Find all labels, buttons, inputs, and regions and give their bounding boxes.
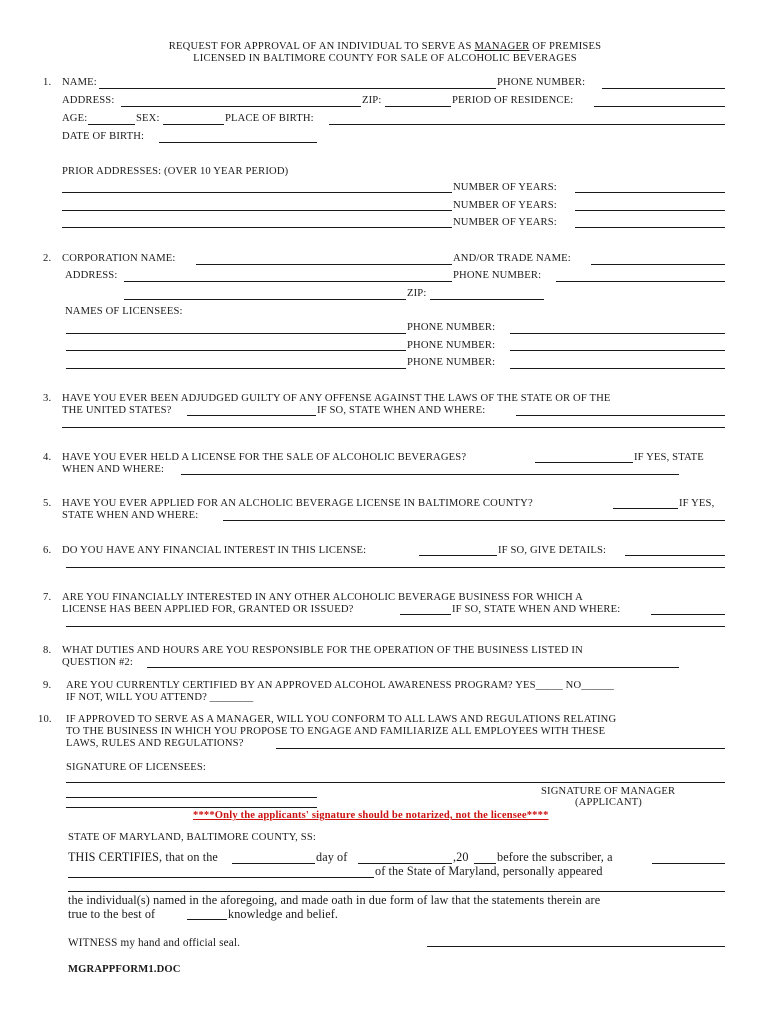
q7-when-where-field[interactable]: [651, 614, 725, 615]
pob-label: PLACE OF BIRTH:: [225, 113, 314, 124]
q5-text-line1: HAVE YOU EVER APPLIED FOR AN ALCHOLIC BEVERAGE LICENSE IN BALTIMORE COUNTY?: [62, 498, 533, 509]
appeared-name-field[interactable]: [68, 891, 725, 892]
certifies-text: THIS CERTIFIES, that on the: [68, 850, 218, 864]
licensee-phone-label-3: PHONE NUMBER:: [407, 357, 496, 368]
q5-answer-field[interactable]: [613, 508, 678, 509]
prior-address-field-2[interactable]: [62, 210, 452, 211]
q9-text-line2: IF NOT, WILL YOU ATTEND? ________: [66, 692, 254, 703]
q8-text-line1: WHAT DUTIES AND HOURS ARE YOU RESPONSIBLE FOR THE OPERATION OF THE BUSINESS LISTED IN: [62, 645, 583, 656]
footer-filename: MGRAPPFORM1.DOC: [68, 964, 181, 975]
q4-when-where-field[interactable]: [181, 474, 679, 475]
q7-text-line1: ARE YOU FINANCIALLY INTERESTED IN ANY OTHER ALCOHOLIC BEVERAGE BUSINESS FOR WHICH A: [62, 592, 583, 603]
corp-zip-field[interactable]: [430, 299, 544, 300]
corp-zip-label: ZIP:: [407, 288, 427, 299]
licensee-signature-field-2[interactable]: [66, 797, 317, 798]
q3-text-line1: HAVE YOU EVER BEEN ADJUDGED GUILTY OF ANY OFFENSE AGAINST THE LAWS OF THE STATE OR OF THE: [62, 393, 611, 404]
signature-licensees-label: SIGNATURE OF LICENSEES:: [66, 762, 206, 773]
years-label-3: NUMBER OF YEARS:: [453, 217, 557, 228]
q6-details-label: IF SO, GIVE DETAILS:: [498, 545, 607, 556]
state-of-maryland-text: of the State of Maryland, personally appeared: [375, 864, 603, 878]
q3-text-line2: THE UNITED STATES?: [62, 405, 172, 416]
licensees-label: NAMES OF LICENSEES:: [65, 306, 183, 317]
address-field[interactable]: [121, 106, 361, 107]
signature-manager-label: SIGNATURE OF MANAGER: [541, 786, 676, 797]
cert-county-field[interactable]: [68, 877, 374, 878]
q3-when-where-label: IF SO, STATE WHEN AND WHERE:: [317, 405, 486, 416]
corp-phone-field[interactable]: [556, 281, 725, 282]
q8-answer-field[interactable]: [147, 667, 679, 668]
licensee-signature-field-3[interactable]: [66, 807, 317, 808]
witness-text: WITNESS my hand and official seal.: [68, 937, 241, 949]
q10-text-line3: LAWS, RULES AND REGULATIONS?: [66, 738, 244, 749]
licensee-name-field-1[interactable]: [66, 333, 406, 334]
oath-knowledge-field[interactable]: [187, 919, 227, 920]
form-title-line2: LICENSED IN BALTIMORE COUNTY FOR SALE OF ALCOHOLIC BEVERAGES: [193, 53, 577, 64]
q3-answer-field[interactable]: [187, 415, 316, 416]
corp-address-field-2[interactable]: [124, 299, 406, 300]
age-label: AGE:: [62, 113, 88, 124]
q9-text-line1: ARE YOU CURRENTLY CERTIFIED BY AN APPROVED ALCOHOL AWARENESS PROGRAM? YES_____ NO______: [66, 680, 614, 691]
q6-details-field[interactable]: [625, 555, 725, 556]
question-number: 9.: [43, 680, 52, 691]
phone-field[interactable]: [602, 88, 725, 89]
licensee-phone-field-3[interactable]: [510, 368, 725, 369]
notary-signature-field[interactable]: [427, 946, 725, 947]
title-manager: MANAGER: [474, 41, 530, 52]
q7-when-where-label: IF SO, STATE WHEN AND WHERE:: [452, 604, 621, 615]
corp-address-field[interactable]: [124, 281, 452, 282]
q6-answer-field[interactable]: [419, 555, 497, 556]
q5-when-where-label: STATE WHEN AND WHERE:: [62, 510, 199, 521]
sex-field[interactable]: [163, 124, 224, 125]
q7-extra-field[interactable]: [66, 626, 725, 627]
prior-address-field-3[interactable]: [62, 227, 452, 228]
q4-text-line1: HAVE YOU EVER HELD A LICENSE FOR THE SALE OF ALCOHOLIC BEVERAGES?: [62, 452, 467, 463]
sex-label: SEX:: [136, 113, 160, 124]
years-field-1[interactable]: [575, 192, 725, 193]
question-number: 6.: [43, 545, 52, 556]
q10-answer-field[interactable]: [276, 748, 725, 749]
q6-extra-field[interactable]: [66, 567, 725, 568]
years-field-3[interactable]: [575, 227, 725, 228]
licensee-phone-label-1: PHONE NUMBER:: [407, 322, 496, 333]
q4-when-where-label: WHEN AND WHERE:: [62, 464, 165, 475]
q4-answer-field[interactable]: [535, 462, 633, 463]
q5-if-yes-label: IF YES,: [679, 498, 715, 509]
oath-text-line2-end: knowledge and belief.: [228, 907, 339, 921]
phone-label: PHONE NUMBER:: [497, 77, 586, 88]
year-prefix-text: ,20: [453, 850, 469, 864]
before-subscriber-text: before the subscriber, a: [497, 850, 613, 864]
q10-text-line1: IF APPROVED TO SERVE AS A MANAGER, WILL YOU CONFORM TO ALL LAWS AND REGULATIONS RELATING: [66, 714, 617, 725]
title-part: REQUEST FOR APPROVAL OF AN INDIVIDUAL TO SERVE AS: [168, 41, 475, 52]
prior-address-field-1[interactable]: [62, 192, 452, 193]
zip-label: ZIP:: [362, 95, 382, 106]
q8-text-line2: QUESTION #2:: [62, 657, 133, 668]
corp-name-label: CORPORATION NAME:: [62, 253, 176, 264]
applicant-label: (APPLICANT): [575, 797, 642, 808]
question-number: 7.: [43, 592, 52, 603]
years-label-1: NUMBER OF YEARS:: [453, 182, 557, 193]
prior-addresses-label: PRIOR ADDRESSES: (OVER 10 YEAR PERIOD): [62, 166, 289, 177]
dob-label: DATE OF BIRTH:: [62, 131, 145, 142]
licensee-signature-field-1[interactable]: [66, 782, 725, 783]
q5-when-where-field[interactable]: [223, 520, 725, 521]
corp-name-field[interactable]: [196, 264, 452, 265]
name-field[interactable]: [99, 88, 496, 89]
cert-day-field[interactable]: [232, 863, 315, 864]
dob-field[interactable]: [159, 142, 317, 143]
question-number: 5.: [43, 498, 52, 509]
q7-text-line2: LICENSE HAS BEEN APPLIED FOR, GRANTED OR ISSUED?: [62, 604, 354, 615]
section-number: 1.: [43, 77, 52, 88]
question-number: 4.: [43, 452, 52, 463]
oath-text-line2: true to the best of: [68, 907, 156, 921]
years-label-2: NUMBER OF YEARS:: [453, 200, 557, 211]
q3-extra-field[interactable]: [62, 427, 725, 428]
corp-phone-label: PHONE NUMBER:: [453, 270, 542, 281]
years-field-2[interactable]: [575, 210, 725, 211]
corp-address-label: ADDRESS:: [65, 270, 118, 281]
q3-when-where-field[interactable]: [516, 415, 725, 416]
licensee-phone-label-2: PHONE NUMBER:: [407, 340, 496, 351]
cert-title-field[interactable]: [652, 863, 725, 864]
licensee-phone-field-1[interactable]: [510, 333, 725, 334]
licensee-name-field-3[interactable]: [66, 368, 406, 369]
period-field[interactable]: [594, 106, 725, 107]
period-label: PERIOD OF RESIDENCE:: [452, 95, 574, 106]
question-number: 10.: [38, 714, 52, 725]
name-label: NAME:: [62, 77, 97, 88]
trade-name-field[interactable]: [591, 264, 725, 265]
q7-answer-field[interactable]: [400, 614, 451, 615]
address-label: ADDRESS:: [62, 95, 115, 106]
q10-text-line2: TO THE BUSINESS IN WHICH YOU PROPOSE TO ENGAGE AND FAMILIARIZE ALL EMPLOYEES WITH THESE: [66, 726, 606, 737]
pob-field[interactable]: [329, 124, 725, 125]
zip-field[interactable]: [385, 106, 451, 107]
q4-if-yes-label: IF YES, STATE: [634, 452, 704, 463]
licensee-phone-field-2[interactable]: [510, 350, 725, 351]
notarize-notice: ****Only the applicants' signature should be notarized, not the licensee****: [193, 810, 549, 821]
age-field[interactable]: [88, 124, 135, 125]
title-part-end: OF PREMISES: [529, 41, 602, 52]
form-title-line1: [0, 41, 770, 52]
licensee-name-field-2[interactable]: [66, 350, 406, 351]
oath-text-line1: the individual(s) named in the aforegoing, and made oath in due form of law that the statements therein are: [68, 893, 601, 907]
section-number: 2.: [43, 253, 52, 264]
trade-name-label: AND/OR TRADE NAME:: [453, 253, 571, 264]
day-of-text: day of: [316, 850, 348, 864]
q6-text: DO YOU HAVE ANY FINANCIAL INTEREST IN THIS LICENSE:: [62, 545, 367, 556]
question-number: 8.: [43, 645, 52, 656]
question-number: 3.: [43, 393, 52, 404]
notary-state-label: STATE OF MARYLAND, BALTIMORE COUNTY, SS:: [68, 832, 316, 843]
